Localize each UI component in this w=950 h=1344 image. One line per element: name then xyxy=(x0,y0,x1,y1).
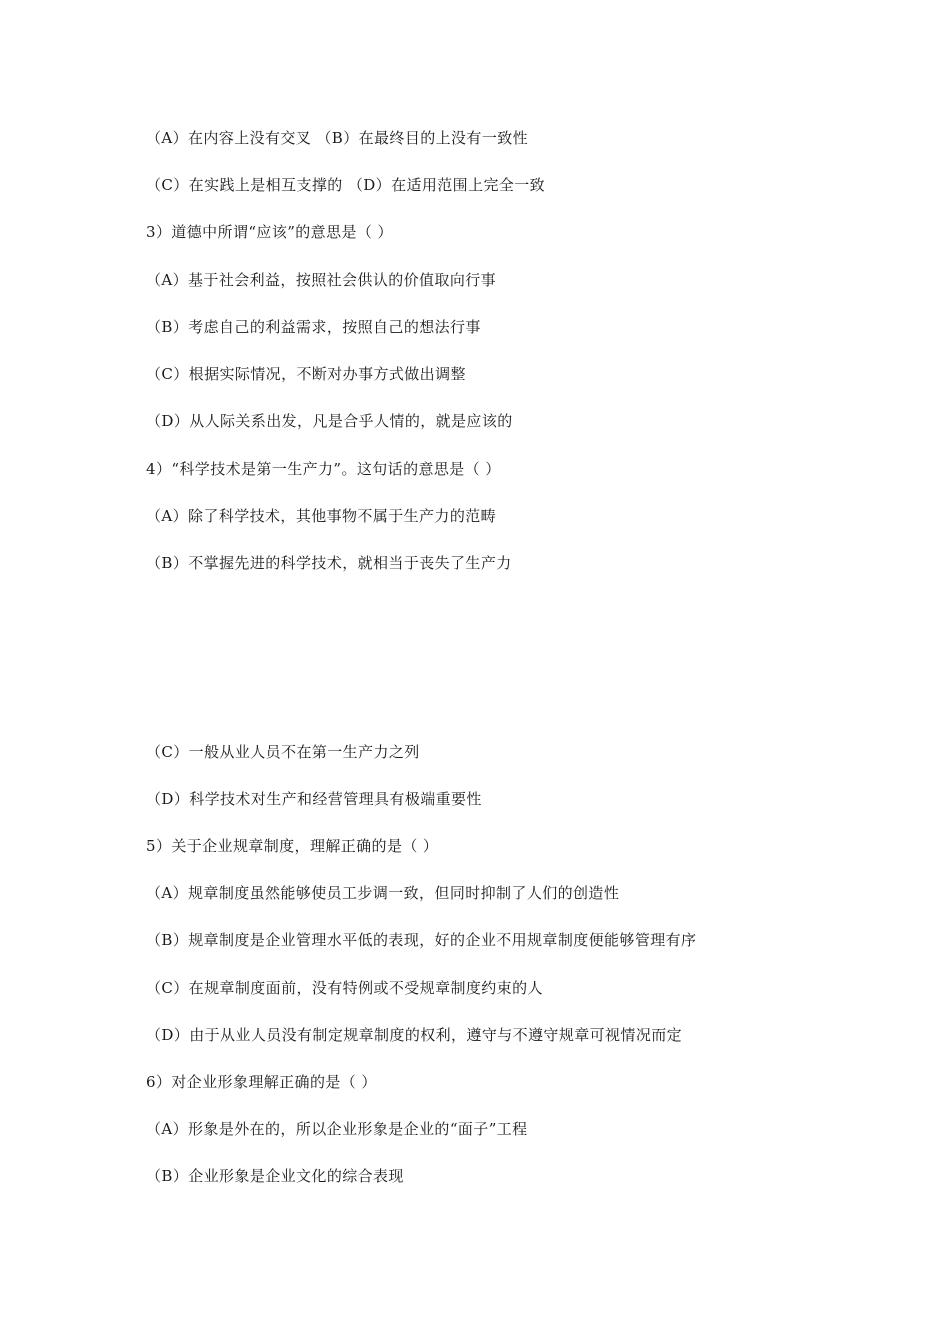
option-line: （D）从人际关系出发，凡是合乎人情的，就是应该的 xyxy=(146,412,513,430)
option-line: （B）规章制度是企业管理水平低的表现，好的企业不用规章制度便能够管理有序 xyxy=(146,931,697,949)
option-line: （A）规章制度虽然能够使员工步调一致，但同时抑制了人们的创造性 xyxy=(146,884,620,902)
option-line: （B）不掌握先进的科学技术，就相当于丧失了生产力 xyxy=(146,554,512,572)
option-line: （B）考虑自己的利益需求，按照自己的想法行事 xyxy=(146,318,481,336)
option-line: （C）根据实际情况，不断对办事方式做出调整 xyxy=(146,365,466,383)
option-line: （A）基于社会利益，按照社会供认的价值取向行事 xyxy=(146,271,497,289)
question-line: 4）“科学技术是第一生产力”。这句话的意思是（ ） xyxy=(146,460,501,478)
option-line: （C）在实践上是相互支撑的 （D）在适用范围上完全一致 xyxy=(146,176,546,194)
question-line: 6）对企业形象理解正确的是（ ） xyxy=(146,1073,377,1091)
option-line: （C）在规章制度面前，没有特例或不受规章制度约束的人 xyxy=(146,979,543,997)
question-line: 3）道德中所谓“应该”的意思是（ ） xyxy=(146,223,393,241)
option-line: （A）除了科学技术，其他事物不属于生产力的范畴 xyxy=(146,507,497,525)
option-line: （C）一般从业人员不在第一生产力之列 xyxy=(146,743,420,761)
question-line: 5）关于企业规章制度，理解正确的是（ ） xyxy=(146,837,439,855)
option-line: （D）科学技术对生产和经营管理具有极端重要性 xyxy=(146,790,482,808)
option-line: （B）企业形象是企业文化的综合表现 xyxy=(146,1167,404,1185)
option-line: （A）在内容上没有交叉 （B）在最终目的上没有一致性 xyxy=(146,129,529,147)
option-line: （A）形象是外在的，所以企业形象是企业的“面子”工程 xyxy=(146,1120,528,1138)
option-line: （D）由于从业人员没有制定规章制度的权利，遵守与不遵守规章可视情况而定 xyxy=(146,1026,683,1044)
